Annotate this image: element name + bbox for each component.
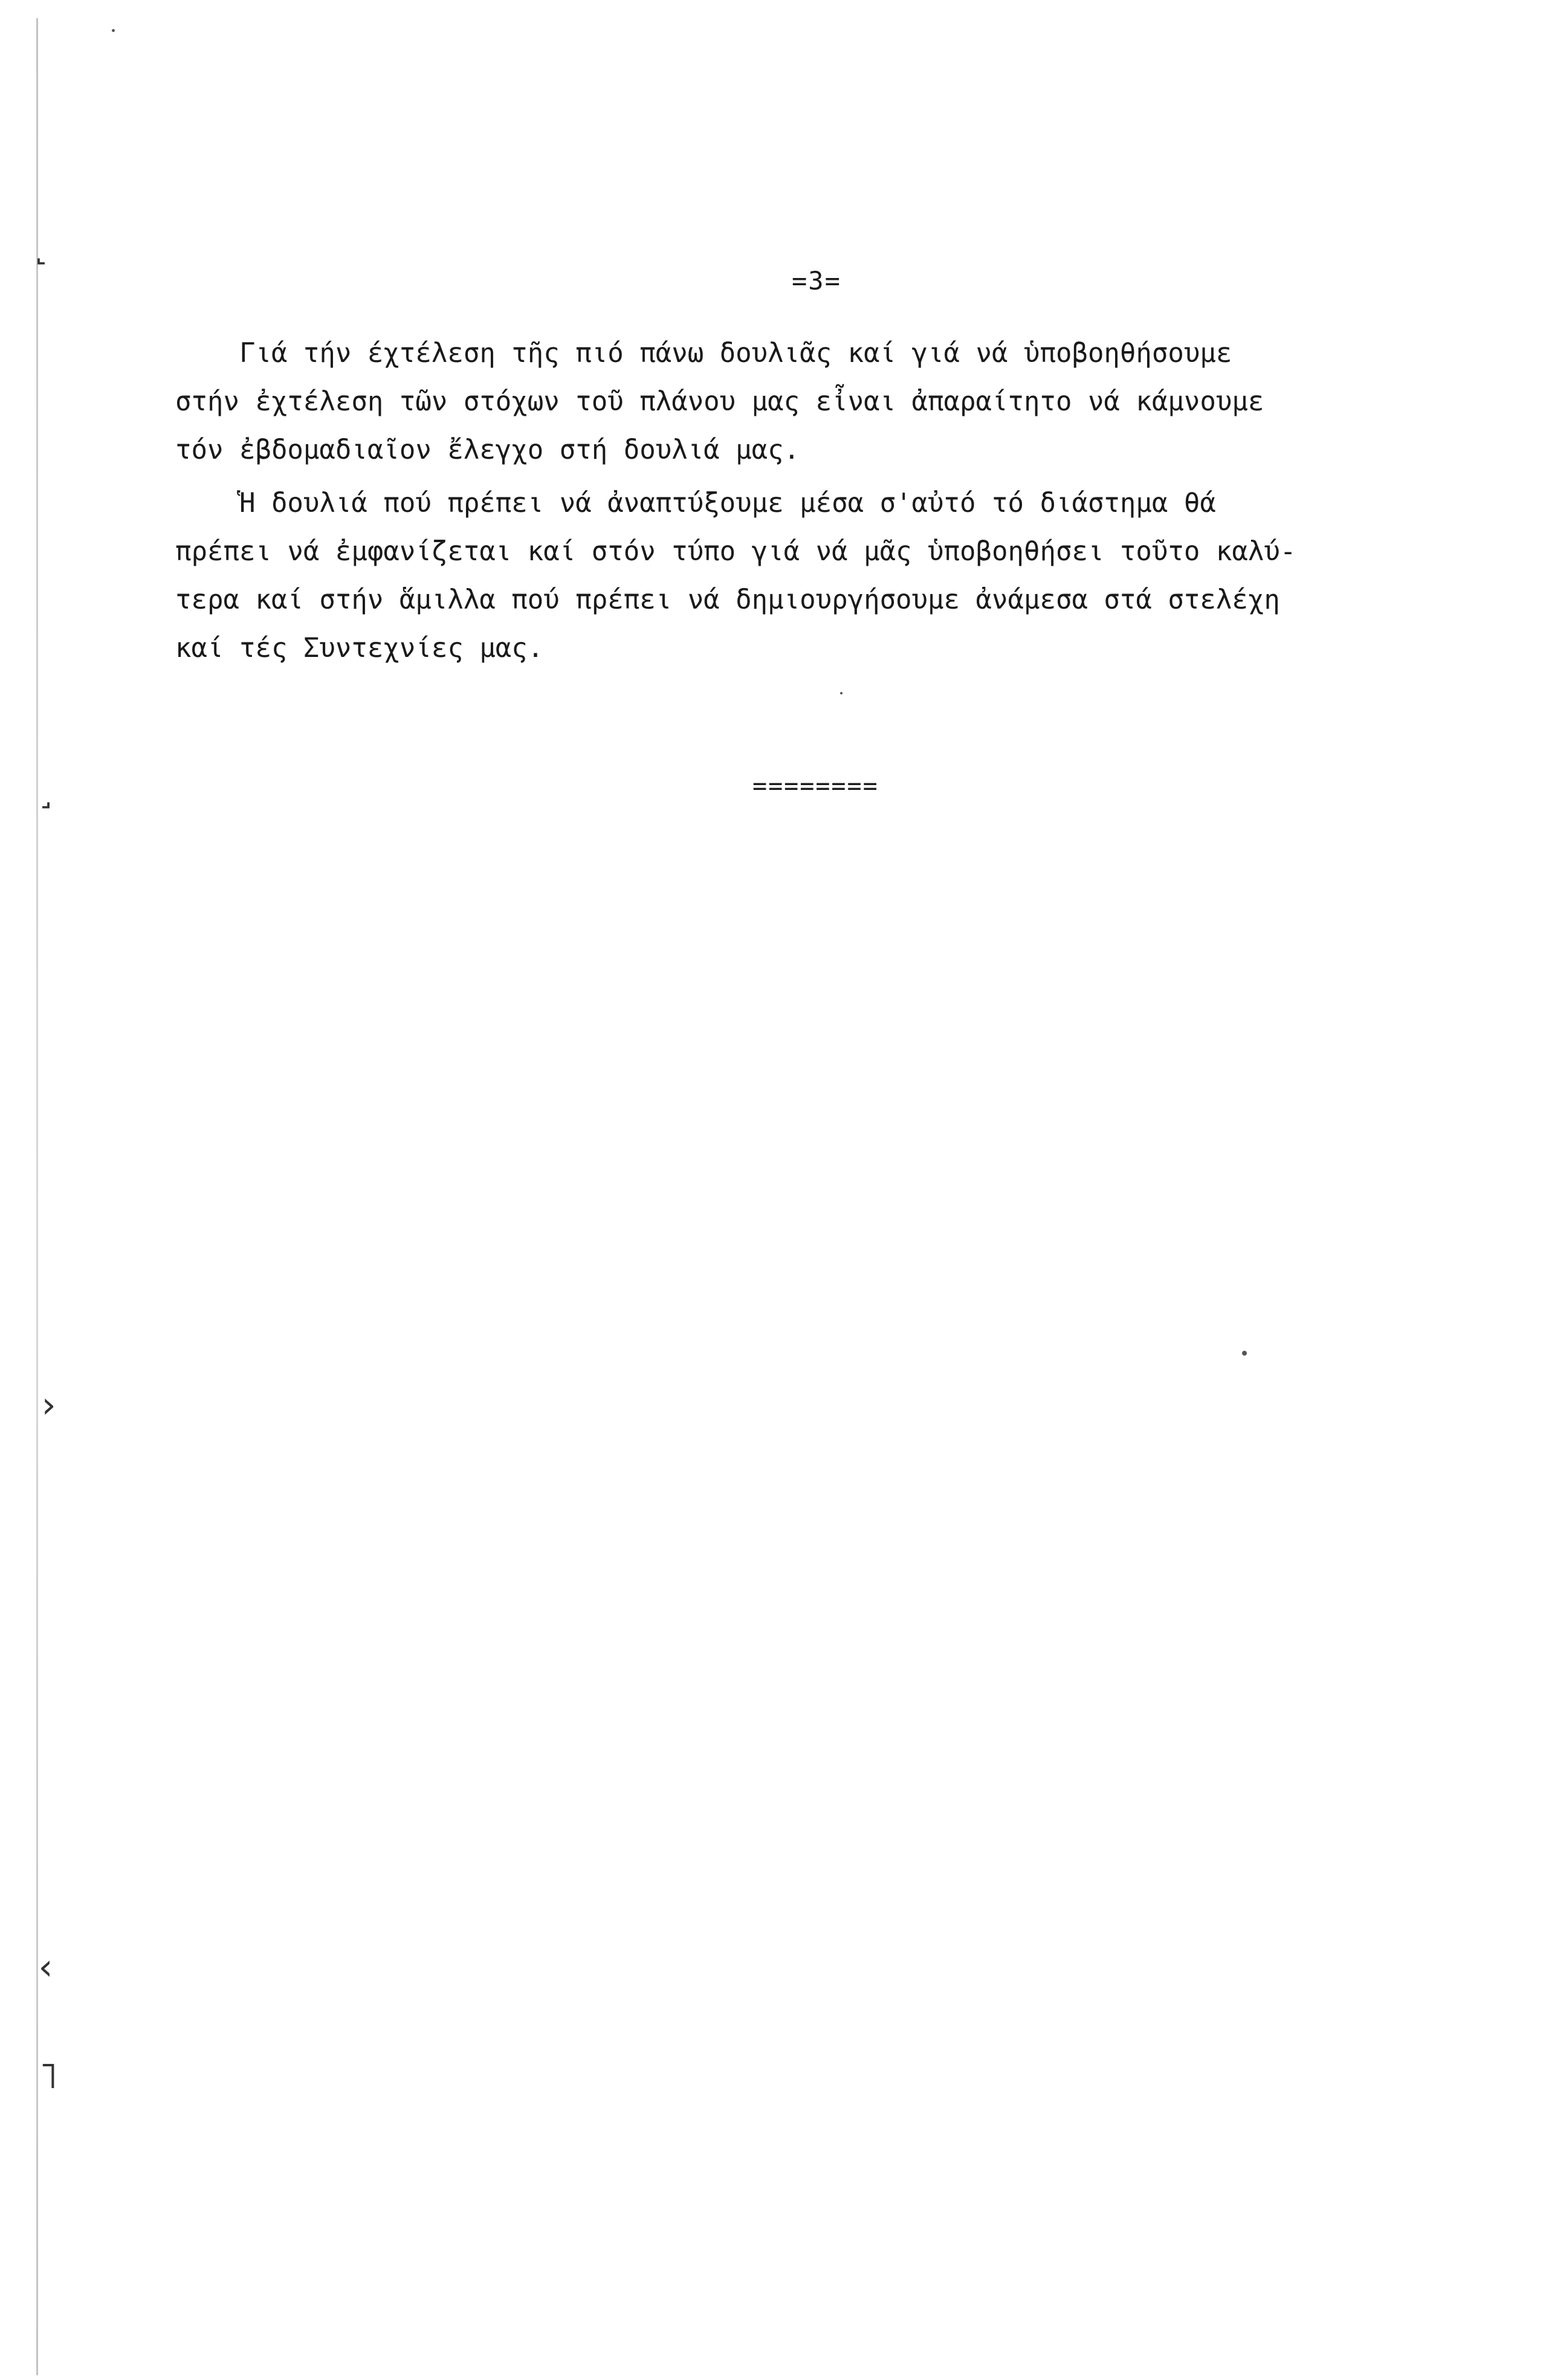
text-line: τερα καί στήν ἅμιλλα πού πρέπει νά δημιουργήσουμε ἀνάμεσα στά στελέχη bbox=[175, 584, 1280, 615]
binding-edge-line bbox=[36, 18, 38, 2375]
paragraph-2 bbox=[175, 479, 1493, 673]
paragraph-1 bbox=[175, 329, 1493, 474]
text-line: τόν ἐβδομαδιαῖον ἔλεγχο στή δουλιά μας. bbox=[175, 435, 800, 465]
scan-speck bbox=[112, 29, 115, 32]
text-line: καί τές Συντεχνίες μας. bbox=[175, 633, 544, 664]
scan-speck bbox=[840, 692, 843, 694]
text-line: Γιά τήν έχτέλεση τῆς πιό πάνω δουλιᾶς καί γιά νά ὑποβοηθήσουμε bbox=[175, 338, 1232, 369]
text-line: πρέπει νά ἐμφανίζεται καί στόν τύπο γιά νά μᾶς ὑποβοηθήσει τοῦτο καλύ- bbox=[175, 536, 1296, 567]
text-line: στήν ἐχτέλεση τῶν στόχων τοῦ πλάνου μας εἶναι ἀπαραίτητο νά κάμνουμε bbox=[175, 386, 1264, 417]
body-text bbox=[175, 329, 1493, 673]
binding-hole-mark: ˥ bbox=[37, 2055, 60, 2097]
scan-speck bbox=[1242, 1351, 1247, 1356]
end-separator: ======== bbox=[752, 772, 879, 800]
binding-hole-mark: ‹ bbox=[35, 1946, 57, 1988]
binding-hole-mark: ˼ bbox=[35, 768, 57, 810]
text-line: Ἡ δουλιά πού πρέπει νά ἀναπτύξουμε μέσα σ'αὐτό τό διάστημα θά bbox=[175, 488, 1216, 519]
binding-hole-mark: › bbox=[37, 1384, 60, 1426]
binding-hole-mark: ˻ bbox=[30, 224, 53, 266]
page-number: =3= bbox=[792, 266, 841, 296]
